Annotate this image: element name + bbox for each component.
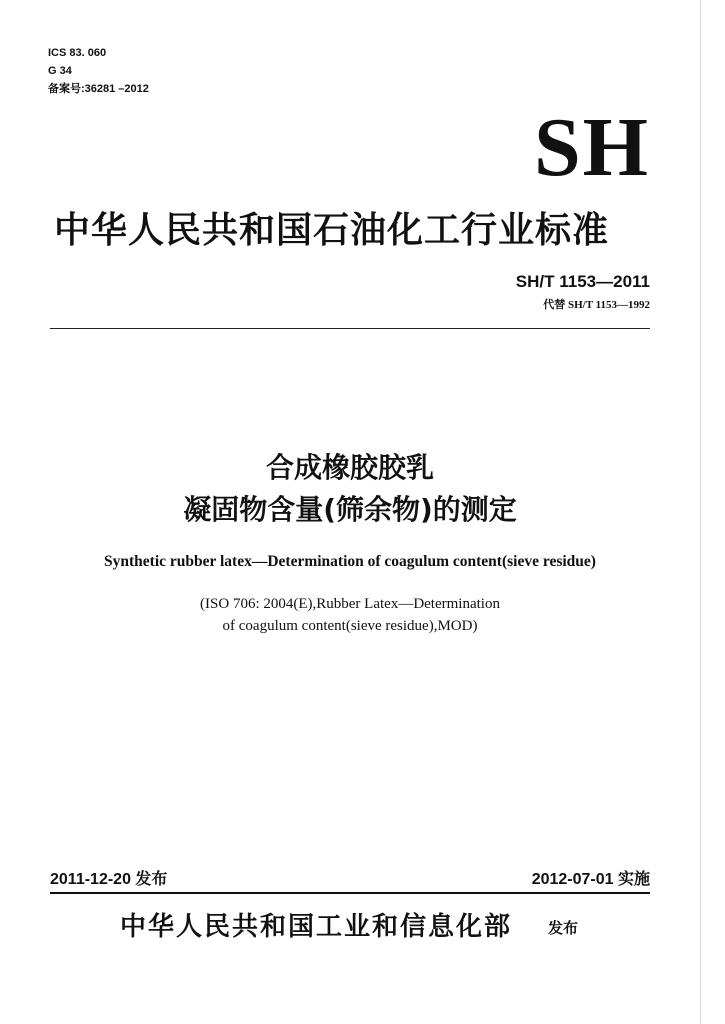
bottom-divider	[50, 892, 650, 894]
iso-reference-line1: (ISO 706: 2004(E),Rubber Latex—Determination	[200, 596, 500, 612]
document-title-cn-line1: 合成橡胶胶乳	[265, 451, 434, 484]
publish-label: 发布	[548, 919, 579, 937]
standard-number: SH/T 1153—2011	[515, 272, 650, 291]
standard-category-title: 中华人民共和国石油化工行业标准	[54, 210, 610, 251]
iso-reference-line2: of coagulum content(sieve residue),MOD)	[222, 618, 478, 634]
publisher-name: 中华人民共和国工业和信息化部	[120, 912, 513, 942]
effective-date: 2012-07-01 实施	[531, 871, 650, 888]
classification-code: G 34	[48, 65, 72, 77]
ics-code: ICS 83. 060	[48, 47, 107, 59]
document-title-cn-line2: 凝固物含量(筛余物)的测定	[183, 493, 517, 526]
sh-logo: SH	[533, 101, 650, 194]
replaces-standard: 代替 SH/T 1153—1992	[543, 299, 650, 311]
top-divider	[50, 328, 650, 329]
record-number: 备案号:36281 –2012	[48, 83, 149, 95]
issue-date: 2011-12-20 发布	[50, 871, 168, 888]
document-title-en: Synthetic rubber latex—Determination of coagulum content(sieve residue)	[104, 553, 596, 570]
